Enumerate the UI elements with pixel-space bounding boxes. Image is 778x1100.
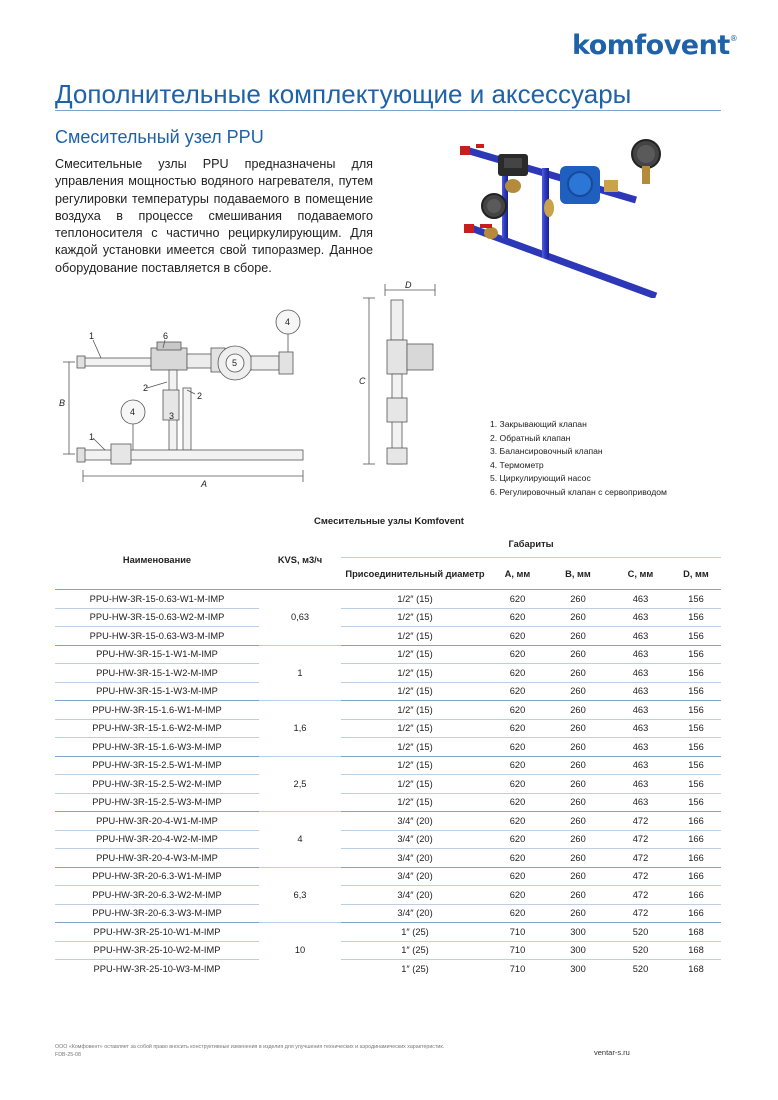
cell-name: PPU-HW-3R-25-10-W1-M-IMP [55,923,259,942]
col-header-b: B, мм [546,558,610,590]
cell-a: 620 [489,867,546,886]
cell-kvs: 0,63 [259,590,341,646]
cell-d: 156 [671,701,721,720]
cell-a: 620 [489,719,546,738]
cell-b: 260 [546,682,610,701]
cell-kvs: 10 [259,923,341,978]
cell-d: 166 [671,886,721,905]
cell-d: 156 [671,719,721,738]
table-row [55,590,721,609]
cell-d: 156 [671,608,721,627]
cell-a: 620 [489,701,546,720]
cell-c: 463 [610,645,671,664]
legend-item: 5. Циркулирующий насос [490,473,591,484]
table-row [55,867,721,886]
intro-paragraph: Смесительные узлы PPU предназначены для управления мощностью водяного нагревателя, путем регулировки температуры подаваемого в помещение воздуха в процессе смешивания подаваемого теплоносителя с частично рециркулирующим. Для каждой установки имеется свой типоразмер. Данное оборудование поставляется в сборе. [55,157,373,275]
cell-name: PPU-HW-3R-15-0.63-W3-M-IMP [55,627,259,646]
title-divider [55,110,721,111]
brand-logo [572,30,737,61]
cell-connection: 1/2″ (15) [341,682,489,701]
cell-connection: 1/2″ (15) [341,701,489,720]
cell-name: PPU-HW-3R-15-2.5-W2-M-IMP [55,775,259,794]
cell-name: PPU-HW-3R-25-10-W3-M-IMP [55,960,259,978]
cell-connection: 1/2″ (15) [341,756,489,775]
cell-c: 463 [610,719,671,738]
cell-b: 260 [546,756,610,775]
cell-b: 260 [546,775,610,794]
cell-c: 520 [610,941,671,960]
cell-connection: 1/2″ (15) [341,775,489,794]
cell-connection: 1″ (25) [341,923,489,942]
col-header-c: C, мм [610,558,671,590]
cell-kvs: 1 [259,645,341,701]
cell-b: 260 [546,830,610,849]
cell-b: 260 [546,627,610,646]
drawing-label: 4 [130,407,136,417]
cell-d: 156 [671,756,721,775]
cell-b: 260 [546,793,610,812]
cell-c: 520 [610,923,671,942]
cell-name: PPU-HW-3R-20-6.3-W1-M-IMP [55,867,259,886]
drawing-label: 4 [285,317,291,327]
legend-item: 2. Обратный клапан [490,432,571,443]
cell-b: 260 [546,645,610,664]
cell-c: 463 [610,590,671,609]
cell-name: PPU-HW-3R-20-4-W1-M-IMP [55,812,259,831]
table-row [55,793,721,812]
table-row [55,756,721,775]
cell-connection: 3/4″ (20) [341,812,489,831]
footer-doc-code: FDB-25-08 [55,1052,81,1058]
drawing-label: 6 [163,331,169,341]
cell-a: 620 [489,627,546,646]
cell-b: 260 [546,608,610,627]
cell-name: PPU-HW-3R-15-1-W3-M-IMP [55,682,259,701]
cell-connection: 1/2″ (15) [341,738,489,757]
cell-b: 260 [546,590,610,609]
technical-drawing [55,278,475,500]
legend-item: 1. Закрывающий клапан [490,419,587,429]
cell-b: 300 [546,923,610,942]
cell-c: 463 [610,664,671,683]
cell-d: 156 [671,682,721,701]
cell-connection: 1″ (25) [341,960,489,978]
cell-c: 463 [610,627,671,646]
cell-name: PPU-HW-3R-25-10-W2-M-IMP [55,941,259,960]
cell-c: 463 [610,738,671,757]
cell-c: 472 [610,830,671,849]
dimension-a: A [201,479,208,489]
cell-name: PPU-HW-3R-15-1-W2-M-IMP [55,664,259,683]
cell-connection: 3/4″ (20) [341,886,489,905]
cell-a: 620 [489,830,546,849]
cell-connection: 1/2″ (15) [341,664,489,683]
cell-name: PPU-HW-3R-15-2.5-W1-M-IMP [55,756,259,775]
drawing-label: 1 [89,331,95,341]
cell-a: 620 [489,812,546,831]
cell-c: 520 [610,960,671,978]
cell-connection: 1″ (25) [341,941,489,960]
cell-name: PPU-HW-3R-15-0.63-W2-M-IMP [55,608,259,627]
cell-a: 710 [489,941,546,960]
cell-a: 620 [489,756,546,775]
cell-d: 156 [671,627,721,646]
table-row [55,627,721,646]
cell-kvs: 4 [259,812,341,868]
table-row [55,849,721,868]
cell-b: 260 [546,664,610,683]
cell-c: 472 [610,904,671,923]
cell-name: PPU-HW-3R-15-0.63-W1-M-IMP [55,590,259,609]
dimension-b: B [59,398,66,408]
cell-name: PPU-HW-3R-20-6.3-W2-M-IMP [55,886,259,905]
cell-d: 166 [671,849,721,868]
cell-name: PPU-HW-3R-15-2.5-W3-M-IMP [55,793,259,812]
footer-note-line: ООО «Комфовент» оставляет за собой право вносить конструктивные изменения в изделия для улучшения технических и аэродинамических характеристик. [55,1044,445,1050]
product-photo [456,128,671,298]
cell-connection: 1/2″ (15) [341,627,489,646]
cell-a: 620 [489,682,546,701]
table-body [55,590,721,978]
cell-a: 620 [489,664,546,683]
cell-b: 260 [546,812,610,831]
table-row [55,701,721,720]
cell-d: 156 [671,645,721,664]
cell-c: 472 [610,886,671,905]
cell-name: PPU-HW-3R-20-4-W2-M-IMP [55,830,259,849]
cell-name: PPU-HW-3R-15-1-W1-M-IMP [55,645,259,664]
table-row [55,904,721,923]
cell-d: 166 [671,830,721,849]
cell-d: 156 [671,664,721,683]
cell-connection: 1/2″ (15) [341,793,489,812]
cell-a: 710 [489,960,546,978]
table-row [55,682,721,701]
cell-a: 620 [489,590,546,609]
cell-a: 620 [489,849,546,868]
col-header-a: A, мм [489,558,546,590]
cell-connection: 1/2″ (15) [341,590,489,609]
cell-b: 260 [546,904,610,923]
legend-item: 3. Балансировочный клапан [490,446,603,457]
cell-connection: 1/2″ (15) [341,608,489,627]
table-row [55,775,721,794]
page-title: Дополнительные комплектующие и аксессуары [55,79,632,109]
cell-d: 168 [671,960,721,978]
cell-c: 472 [610,849,671,868]
cell-c: 463 [610,756,671,775]
cell-c: 463 [610,701,671,720]
models-table [55,530,721,978]
cell-name: PPU-HW-3R-20-4-W3-M-IMP [55,849,259,868]
cell-name: PPU-HW-3R-15-1.6-W3-M-IMP [55,738,259,757]
col-header-dimensions: Габариты [341,530,721,558]
cell-connection: 3/4″ (20) [341,849,489,868]
cell-connection: 3/4″ (20) [341,867,489,886]
legend-item: 4. Термометр [490,459,544,470]
table-row [55,608,721,627]
col-header-kvs: KVS, м3/ч [259,530,341,590]
cell-a: 620 [489,904,546,923]
cell-b: 260 [546,719,610,738]
cell-d: 156 [671,793,721,812]
cell-d: 156 [671,775,721,794]
cell-d: 168 [671,941,721,960]
cell-c: 463 [610,608,671,627]
cell-b: 260 [546,886,610,905]
table-row [55,886,721,905]
drawing-label: 2 [197,391,203,401]
cell-c: 472 [610,812,671,831]
table-row [55,923,721,942]
cell-d: 166 [671,812,721,831]
cell-a: 620 [489,738,546,757]
drawing-label: 2 [143,383,149,393]
cell-d: 168 [671,923,721,942]
table-row [55,738,721,757]
table-row [55,812,721,831]
cell-b: 260 [546,867,610,886]
cell-b: 300 [546,960,610,978]
table-row [55,830,721,849]
col-header-name: Наименование [55,530,259,590]
cell-d: 166 [671,867,721,886]
cell-d: 156 [671,738,721,757]
brand-name: komfovent [572,30,730,61]
parts-legend [490,418,667,500]
footer-disclaimer [55,1043,444,1059]
cell-kvs: 2,5 [259,756,341,812]
cell-a: 710 [489,923,546,942]
cell-a: 620 [489,886,546,905]
col-header-d: D, мм [671,558,721,590]
footer-site: ventar-s.ru [594,1048,630,1057]
cell-a: 620 [489,645,546,664]
cell-c: 463 [610,775,671,794]
cell-c: 463 [610,793,671,812]
col-header-connection: Присоединительный диаметр [341,558,489,590]
cell-connection: 1/2″ (15) [341,719,489,738]
cell-c: 463 [610,682,671,701]
cell-connection: 1/2″ (15) [341,645,489,664]
cell-a: 620 [489,608,546,627]
cell-name: PPU-HW-3R-20-6.3-W3-M-IMP [55,904,259,923]
dimension-c: C [359,376,366,386]
table-row [55,941,721,960]
cell-name: PPU-HW-3R-15-1.6-W2-M-IMP [55,719,259,738]
cell-kvs: 6,3 [259,867,341,923]
table-row [55,664,721,683]
table-row [55,645,721,664]
table-row [55,719,721,738]
cell-name: PPU-HW-3R-15-1.6-W1-M-IMP [55,701,259,720]
table-row [55,960,721,978]
dimension-d: D [405,280,412,290]
cell-kvs: 1,6 [259,701,341,757]
section-title: Смесительный узел PPU [55,127,264,147]
cell-c: 472 [610,867,671,886]
cell-b: 300 [546,941,610,960]
cell-d: 166 [671,904,721,923]
cell-b: 260 [546,701,610,720]
cell-connection: 3/4″ (20) [341,830,489,849]
cell-b: 260 [546,849,610,868]
cell-connection: 3/4″ (20) [341,904,489,923]
table-title: Смесительные узлы Komfovent [314,516,464,527]
drawing-label: 1 [89,432,95,442]
cell-a: 620 [489,793,546,812]
drawing-label: 3 [169,411,175,421]
cell-a: 620 [489,775,546,794]
cell-d: 156 [671,590,721,609]
cell-b: 260 [546,738,610,757]
legend-item: 6. Регулировочный клапан с сервоприводом [490,486,667,497]
drawing-label: 5 [232,358,238,368]
brand-registered-mark: ® [729,34,738,43]
